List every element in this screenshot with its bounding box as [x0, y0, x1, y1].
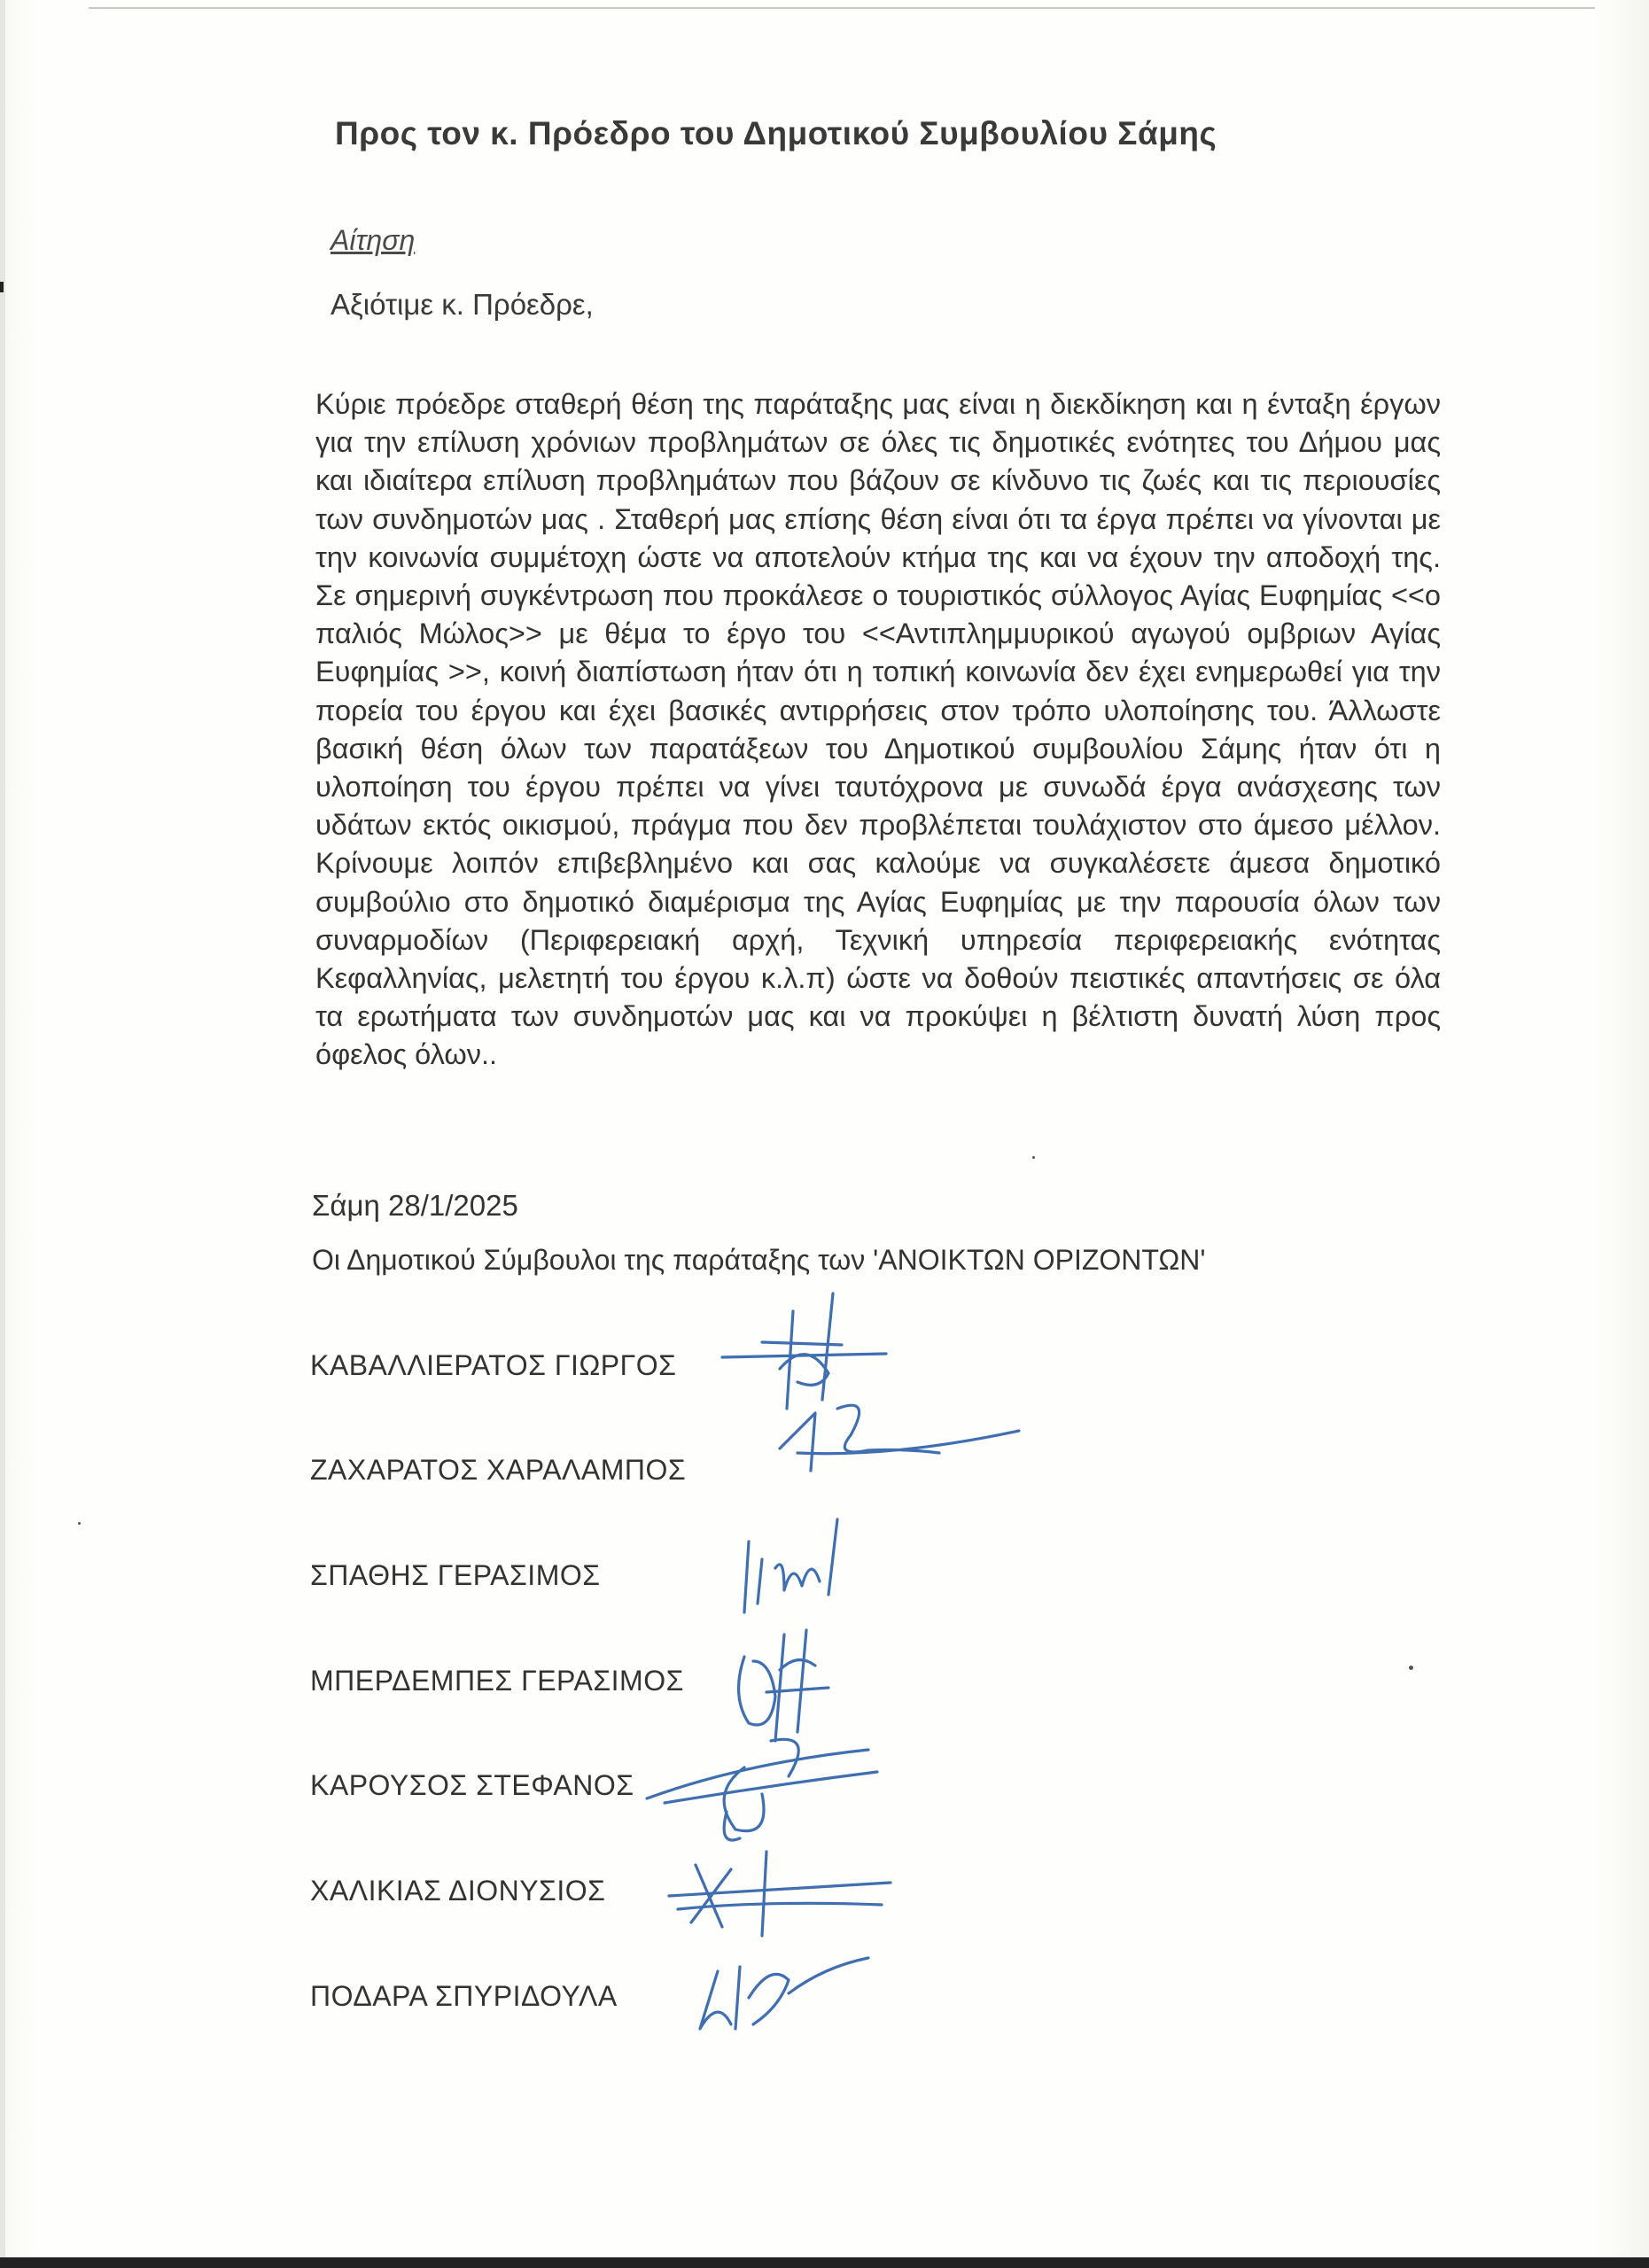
- signatory-name: ΚΑΡΟΥΣΟΣ ΣΤΕΦΑΝΟΣ: [310, 1769, 634, 1801]
- signature-2: [762, 1395, 1028, 1493]
- signatory-name: ΧΑΛΙΚΙΑΣ ΔΙΟΝΥΣΙΟΣ: [310, 1875, 606, 1907]
- scan-speck: [78, 1522, 81, 1525]
- scan-speck: [1032, 1156, 1035, 1159]
- letter-salutation: Αξιότιμε κ. Πρόεδρε,: [331, 288, 594, 321]
- scan-bottom-edge: [0, 2257, 1649, 2268]
- signatory-name: ΚΑΒΑΛΛΙΕΡΑΤΟΣ ΓΙΩΡΓΟΣ: [310, 1349, 677, 1381]
- page-edge-left: [0, 0, 5, 2268]
- scan-mark: [0, 282, 4, 292]
- signatory-name: ΖΑΧΑΡΑΤΟΣ ΧΑΡΑΛΑΜΠΟΣ: [310, 1454, 687, 1486]
- signatory-name: ΠΟΔΑΡΑ ΣΠΥΡΙΔΟΥΛΑ: [310, 1980, 618, 2012]
- signatory-name: ΣΠΑΘΗΣ ΓΕΡΑΣΙΜΟΣ: [310, 1559, 601, 1591]
- signature-7: [691, 1945, 886, 2042]
- place-date: Σάμη 28/1/2025: [312, 1189, 518, 1222]
- signatory-name: ΜΠΕΡΔΕΜΠΕΣ ΓΕΡΑΣΙΜΟΣ: [310, 1665, 684, 1697]
- letter-body: Κύριε πρόεδρε σταθερή θέση της παράταξης μας είναι η διεκδίκηση και η ένταξη έργων για την επίλυση χρόνιων προβλημάτων σε όλες τις δημοτικές ενότητες του Δήμου μας και ιδιαίτερα επίλυση προβλημάτων που βάζουν σε κίνδυνο τις ζωές και τις περιουσίες των συνδημοτών μας . Σταθερή μας επίσης θέση είναι ότι τα έργα πρέπει να γίνονται με την κοινωνία συμμέτοχη ώστε να αποτελούν κτήμα της και να έχουν την αποδοχή της. Σε σημερινή συγκέντρωση που προκάλεσε ο τουριστικός σύλλογος Αγίας Ευφημίας <<ο παλιός Μώλος>> με θέμα το έργο του <<Αντιπλημμυρικού αγωγού ομβριων Αγίας Ευφημίας >>, κοινή διαπίστωση ήταν ότι η τοπική κοινωνία δεν έχει ενημερωθεί για την πορεία του έργου και έχει βασικές αντιρρήσεις στον τρόπο υλοποίησης του. Άλλωστε βασική θέση όλων των παρατάξεων του Δημοτικού συμβουλίου Σάμης ήταν ότι η υλοποίηση του έργου πρέπει να γίνει ταυτόχρονα με συνωδά έργα ανάσχεσης των υδάτων εκτός οικισμού, πράγμα που δεν προβλέπεται τουλάχιστον στο άμεσο μέλλον. Κρίνουμε λοιπόν επιβεβλημένο και σας καλούμε να συγκαλέσετε άμεσα δημοτικό συμβούλιο στο δημοτικό διαμέρισμα της Αγίας Ευφημίας με την παρουσία όλων των συναρμοδίων (Περιφερειακή αρχή, Τεχνική υπηρεσία περιφερειακής ενότητας Κεφαλληνίας, μελετητή του έργου κ.λ.π) ώστε να δοθούν πειστικές απαντήσεις σε όλα τα ερωτήματα των συνδημοτών μας και να προκύψει η βέλτιστη δυνατή λύση προς όφελος όλων..: [315, 388, 1441, 1071]
- signature-3: [735, 1506, 877, 1621]
- signature-6: [660, 1847, 899, 1945]
- letter-heading: Προς τον κ. Πρόεδρο του Δημοτικού Συμβουλίου Σάμης: [335, 115, 1217, 151]
- signatories-intro: Οι Δημοτικού Σύμβουλοι της παράταξης των 'ΑΝΟΙΚΤΩΝ ΟΡΙΖΟΝΤΩΝ': [312, 1244, 1206, 1276]
- letter-subject: Αίτηση: [331, 224, 416, 256]
- signature-5: [638, 1723, 886, 1856]
- page-edge-top: [89, 7, 1595, 9]
- scan-speck: [1409, 1666, 1413, 1670]
